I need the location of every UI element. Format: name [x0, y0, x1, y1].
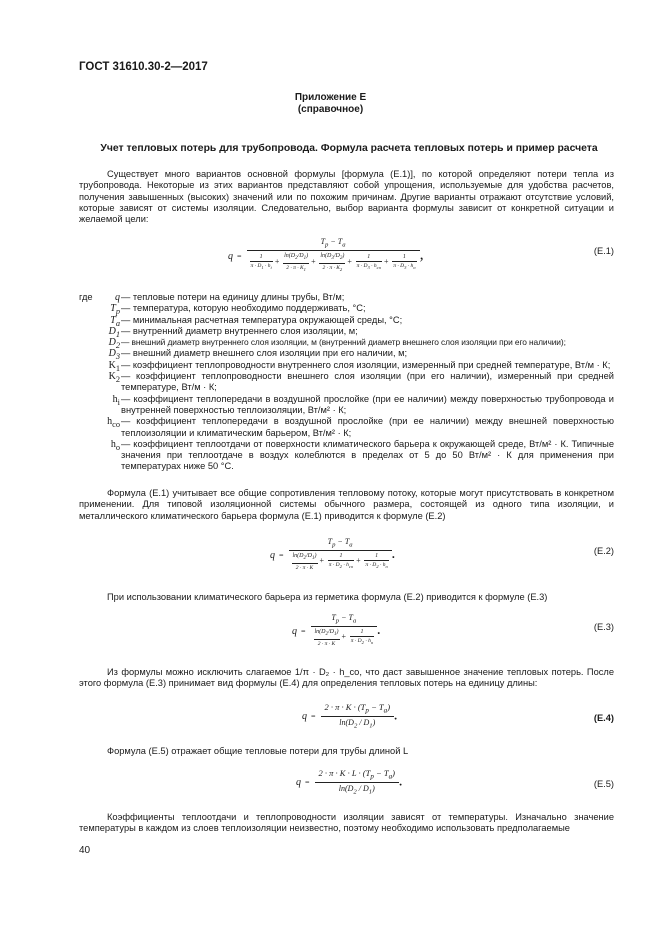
equation-e1: q = $T_p - T_a$ $\frac{1}{\pi \cdot D_1 \cdot h_i}$ + $\frac{\ln(D_2/D_1)}{2 \cdot \pi \cdot K_1}$ + $\frac{\ln(D_3/D_2)}{2 \cdot \pi \cdot K_2}$ + 1 $\pi \cdot D_3 \cdot h_{co}$ + $\frac{1}{\pi \cdot D_3 \cdot h_o}$ , [228, 237, 424, 272]
document-header: ГОСТ 31610.30-2—2017 [79, 61, 208, 73]
definition-item: $h_i$ — коэффициент теплопередачи в воздушной прослойке (при ее наличии) между поверхностью трубопровода и внутренней поверхностью теплоизоляции, Вт/м² · К; [112, 393, 614, 415]
definition-item: $T_p$ — температура, которую необходимо поддерживать, °С; [110, 303, 366, 317]
equation-e5-number: (Е.5) [593, 779, 614, 789]
definition-item: где q — тепловые потери на единицу длины трубы, Вт/м; [79, 292, 345, 303]
appendix-label: Приложение Е [294, 92, 367, 103]
coefficients-paragraph: Коэффициенты теплоотдачи и теплопроводности изоляции зависят от температуры. Изначально значение температуры в каждом из слоев теплоизоляции неизвестно, поэтому необходимо использовать предполагаемые [79, 812, 614, 834]
definition-item: $h_{co}$ — коэффициент теплопередачи в воздушной прослойке (при ее наличии) между внешней поверхностью теплоизоляции и климатическим барьером, Вт/м² · К; [107, 416, 614, 438]
appendix-type: (справочное) [297, 104, 364, 115]
definition-item: $K_1$ — коэффициент теплопроводности внутреннего слоя изоляции, измеренный при средней температуре, Вт/м · К; [108, 359, 611, 373]
intro-paragraph: Существует много вариантов основной формулы [формула (Е.1)], по которой определяют потери тепла из трубопровода. Некоторые из этих вариантов представляют собой упрощения, используемые для удобства расчетов, получения завышенных (высоких) значений или по похожим причинам. Другие варианты отражают отсутствие условий, которые зависят от системы изоляции. Следовательно, выбор варианта формулы зависит от конкретной ситуации и желаемой цели: [79, 169, 614, 225]
definition-item: $T_a$ — минимальная расчетная температура окружающей среды, °С; [110, 314, 403, 328]
e5-intro-paragraph: Формула (Е.5) отражает общие тепловые потери для трубы длиной L [107, 746, 409, 756]
equation-e3: q = $T_p - T_a$ $\frac{\ln(D_2/D_1)}{2 \cdot \pi \cdot K}$ + $\frac{1}{\pi \cdot D_2 \cdot h_o}$ . [292, 613, 382, 647]
hermetic-paragraph: При использовании климатического барьера из герметика формула (Е.2) приводится к формуле (Е.3) [107, 592, 548, 602]
exclude-paragraph: Из формулы можно исключить слагаемое 1/π · D₂ · h_co, что даст завышенное значение тепловых потерь. После этого формула (Е.3) принимает вид формулы (Е.4) для определения тепловых потерь на единицу длины: [79, 667, 614, 689]
definition-item: $h_o$ — коэффициент теплоотдачи от поверхности климатического барьера к окружающей среде, Вт/м² · К. Типичные значения при теплоотдаче в воздух колеблются в пределах от 5 до 50 Вт/м² · К для применения при температурах ниже 50 °С. [110, 438, 614, 472]
equation-e2-number: (Е.2) [593, 546, 614, 556]
definition-item: $D_1$ — внутренний диаметр внутреннего слоя изоляции, м; [108, 325, 358, 339]
equation-e5: q = $\frac{2 \cdot \pi \cdot K \cdot L \cdot (T_p - T_a)}{\ln(D_2 / D_1)}$ . [296, 768, 403, 796]
after-definitions-paragraph: Формула (Е.1) учитывает все общие сопротивления тепловому потоку, которые могут присутствовать в конкретном применении. Для типовой изоляционной системы обычного размера, состоящей из одного типа изоляции, и металлического климатического барьера формула (Е.1) приводится к формуле (Е.2) [79, 488, 614, 521]
page-number: 40 [79, 845, 91, 856]
definition-item: $K_2$ — коэффициент теплопроводности внешнего слоя изоляции (при его наличии), измеренный при средней температуре, Вт/м · К; [108, 371, 614, 393]
equation-e1-number: (Е.1) [593, 246, 614, 256]
definition-item: $D_3$ — внешний диаметр внешнего слоя изоляции при его наличии, м; [108, 348, 408, 362]
definitions-intro-word: где [79, 292, 93, 302]
definition-item: $D_2$ — внешний диаметр внутреннего слоя изоляции, м (внутренний диаметр внешнего слоя изоляции при его наличии); [108, 337, 566, 351]
equation-e2: q = $T_p - T_a$ $\frac{\ln(D_2/D_1)}{2 \cdot \pi \cdot K}$ + 1 $\pi \cdot D_2 \cdot h_{co}$ + $\frac{1}{\pi \cdot D_2 \cdot h_o}$ . [270, 537, 396, 571]
equation-e4-number: (Е.4) [593, 713, 614, 723]
section-title: Учет тепловых потерь для трубопровода. Формула расчета тепловых потерь и пример расчета [100, 143, 598, 154]
definitions-list [79, 292, 614, 473]
equation-e3-number: (Е.3) [593, 622, 614, 632]
equation-e4: q = $\frac{2 \cdot \pi \cdot K \cdot (T_p - T_a)}{\ln(D_2 / D_1)}$ . [302, 702, 399, 730]
